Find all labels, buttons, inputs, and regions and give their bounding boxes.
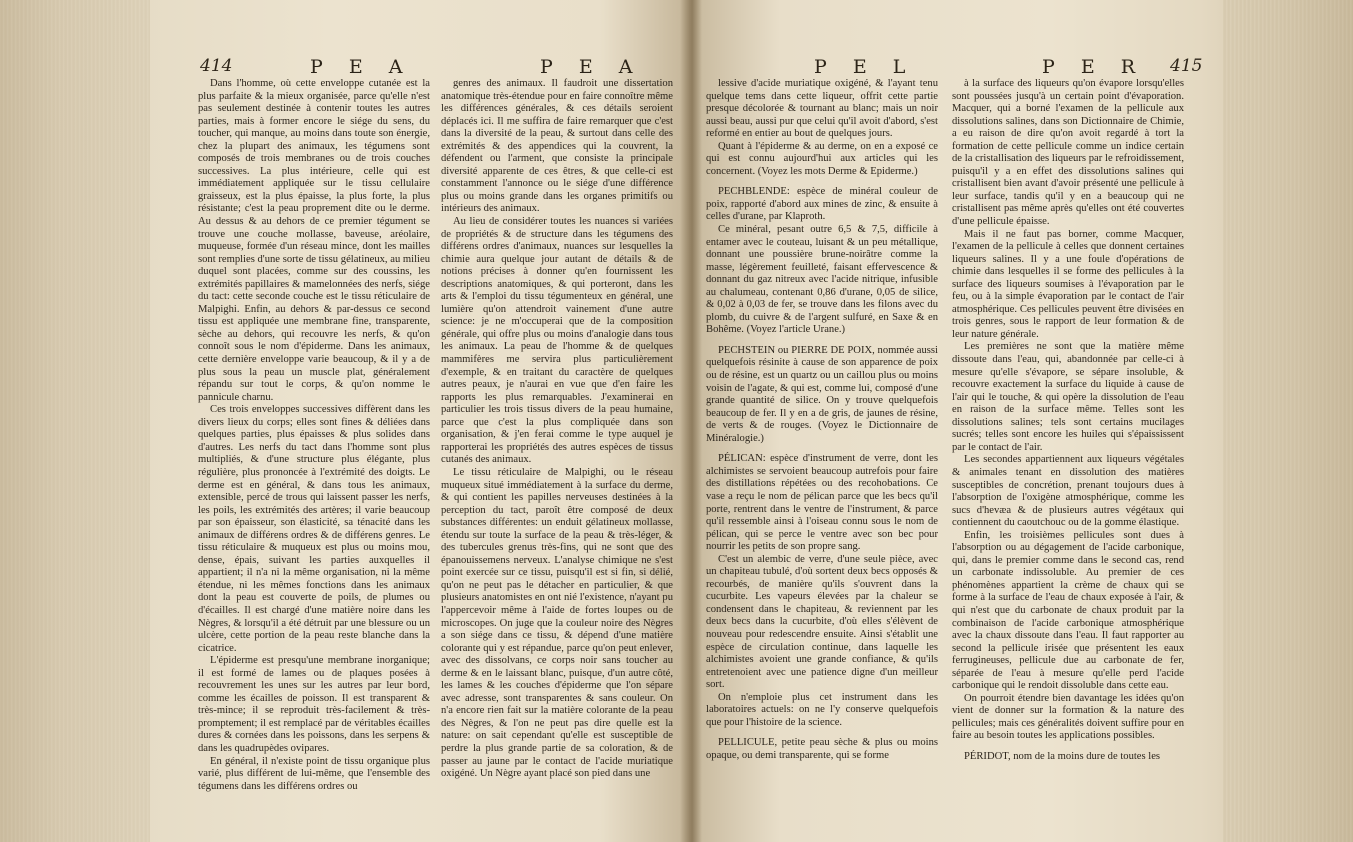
left-running-head-right: P E A: [540, 56, 643, 78]
paragraph: On n'emploie plus cet instrument dans les laboratoires actuels: on ne l'y conserve quelquefois que pour l'histoire de la science.: [706, 691, 938, 728]
paragraph: Dans l'homme, où cette enveloppe cutanée est la plus parfaite & la mieux organisée, parce qu'elle n'est pas seulement destinée à contenir toutes les autres parties, mais à former encore le siége du sens, du toucher, qui manque, au moins dans toute son énergie, chez la plupart des animaux, les tégumens sont composés de trois membranes ou de trois couches successives. La plus intérieure, celle qui est immédiatement appliquée sur le tissu cellulaire graisseux, est la plus épaisse, la plus forte, la plus résistante; c'est la peau proprement dite ou le derme. Au dessus & au dehors de ce premier tégument se trouve une couche mollasse, baveuse, aréolaire, muqueuse, formée d'un réseau mince, dont les mailles sont remplies d'une sorte de tissu gélatineux, au milieu duquel sont placées, comme sur des coussins, les extrémités papillaires & mamelonnées des nerfs, siége du tact: cette seconde couche est le tissu réticulaire de Malpighi. Enfin, au dehors & par-dessus ce second tissu est appliquée une membrane fine, transparente, sèche au dehors, qui recouvre les nerfs, & qu'on connoît sous le nom d'épiderme. Dans les animaux, cette dernière enveloppe varie beaucoup, & il y a de plus sous la peau un muscle plat, généralement répandu sur tout le corps, & qu'on nomme le pannicule charnu.: [198, 78, 430, 403]
paragraph: genres des animaux. Il faudroit une dissertation anatomique très-étendue pour en faire connoître même les différences générales, & ces détails seroient déplacés ici. Il me suffira de faire remarquer que c'est dans la diversité de la peau, & surtout dans celle des extrémités & des appendices qui la couvrent, la défendent ou l'arment, que consiste la principale diversité apparente de ces êtres, & que celle-ci est constamment l'annonce ou le siége d'une différence plus ou moins grande dans les organes primitifs ou intérieurs des animaux.: [441, 78, 673, 215]
left-page-number: 414: [200, 56, 233, 76]
paragraph: Au lieu de considérer toutes les nuances si variées de propriétés & de structure dans les tégumens des différens ordres d'animaux, nuances sur lesquelles la chimie aura quelque jour autant de détails & de notions précises à donner qu'en fournissent les descriptions anatomiques, & qui porteront, dans les arts & l'emploi du tissu tégumenteux en général, une lumière qu'on attendroit vainement d'une autre science: je ne m'occuperai que de la composition générale, qui offre plus ou moins d'analogie dans tous les animaux. La peau de l'homme & de quelques mammifères me servira plus particulièrement d'exemple, & en traitant du caractère de quelques autres peaux, je n'aurai en vue que d'en faire les rapports les plus remarquables. J'examinerai en particulier les trois tissus divers de la peau humaine, parce que c'est la plus compliquée dans son organisation, & j'en ferai comme le type auquel je rapporterai les propriétés des autres espèces de tissus cutanés des animaux.: [441, 216, 673, 466]
paragraph: Mais il ne faut pas borner, comme Macquer, l'examen de la pellicule à celles que donnent certaines liqueurs salines. Il y a une foule d'opérations de chimie dans lesquelles il se forme des pellicules à la surface des liqueurs soumises à l'évaporation par le feu, ou à la simple évaporation par le contact de l'air atmosphérique. Ces pellicules peuvent être divisées en trois genres, sous le rapport de leur formation & de leur nature générale.: [952, 228, 1184, 340]
paragraph: C'est un alembic de verre, d'une seule pièce, avec un chapiteau tubulé, d'où sortent deux becs opposés & recourbés, de manière qu'ils s'ouvrent dans la cucurbite. Les vapeurs élevées par la chaleur se condensent dans le chapiteau, & reviennent par les deux becs dans la cucurbite, d'où elles s'élèvent de nouveau pour redescendre ensuite. Ainsi s'établit une espèce de circulation continue, dans laquelle les alchimistes avoient une grande confiance, & qu'ils entretenoient avec une patience digne d'un meilleur sort.: [706, 553, 938, 691]
paragraph: Enfin, les troisièmes pellicules sont dues à l'absorption ou au dégagement de l'acide carbonique, qui, dans le premier comme dans le second cas, rend un carbonate indissoluble. Au premier de ces phénomènes appartient la crème de chaux qui se forme à la surface de l'eau de chaux exposée à l'air, & qui n'est que du carbonate de chaux produit par la combinaison de l'acide carbonique atmosphérique avec la chaux dissoute dans l'eau. Il faut rapporter au second la pellicule irisée que présentent les eaux ferrugineuses, pellicule due au carbonate de fer, séparée de l'eau à mesure qu'elle perd l'acide carbonique qui le rendoit dissoluble dans cette eau.: [952, 529, 1184, 692]
left-page-column-2: [441, 78, 673, 826]
paragraph: PÉLICAN: espèce d'instrument de verre, dont les alchimistes se servoient beaucoup autrefois pour faire des distillations répétées ou des recohobations. Ce vase a reçu le nom de pélican parce que les becs qu'il porte, rentrent dans le ventre de l'instrument, & parce qu'il ressemble ainsi à l'oiseau connu sous le nom de pélican, qui se perce le ventre avec son bec pour nourrir les petits de son propre sang.: [706, 453, 938, 553]
book-gutter: [680, 0, 702, 842]
right-page-number: 415: [1170, 56, 1203, 76]
paragraph: Ces trois enveloppes successives diffèrent dans les divers lieux du corps; elles sont fines & déliées dans quelques parties, plus épaisses & plus solides dans d'autres. Les nerfs du tact dans l'homme sont plus multipliés, & d'une structure plus élégante, plus régulière, plus prononcée à l'extrémité des doigts. Le derme est en général, & dans tous les animaux, extensible, percé de trous qui laissent passer les nerfs, les poils, les extrémités des artères; il varie beaucoup par son épaisseur, son élasticité, sa ténacité dans les animaux de différens ordres & de différens genres. Le tissu réticulaire & muqueux est plus ou moins mou, dense, épais, suivant les parties auxquelles il appartient; il n'a ni la même organisation, ni la même étendue, ni les mêmes fonctions dans les animaux dont la peau est couverte de poils, de plumes ou d'écailles. Il est chargé d'une matière noire dans les Nègres, & lorsqu'il a été détruit par une blessure ou un ulcère, cette portion de la peau reste blanche dans la cicatrice.: [198, 404, 430, 654]
paragraph: PECHSTEIN ou PIERRE DE POIX, nommée aussi quelquefois résinite à cause de son apparence de poix ou de résine, est un quartz ou un caillou plus ou moins voisin de l'agate, & qui est, comme lui, composé d'une grande quantité de silice. On y trouve quelquefois beaucoup de fer. Il y en a de gris, de jaunes de résine, de verts & de rouges. (Voyez le Dictionnaire de Minéralogie.): [706, 344, 938, 444]
paragraph: En général, il n'existe point de tissu organique plus varié, plus différent de lui-même, que l'ensemble des tégumens dans les différens ordres ou: [198, 755, 430, 792]
right-page-column-1: [706, 78, 938, 768]
right-page-column-2: [952, 78, 1184, 768]
paragraph: PECHBLENDE: espèce de minéral couleur de poix, rapporté d'abord aux mines de zinc, & ensuite à celles d'urane, par Klaproth.: [706, 186, 938, 223]
paragraph: à la surface des liqueurs qu'on évapore lorsqu'elles sont poussées jusqu'à un certain point d'évaporation. Macquer, qui a borné l'examen de la pellicule aux dissolutions salines, dans son Dictionnaire de Chimie, a eu raison de dire qu'on avoit regardé à tort la formation de cette pellicule comme un indice certain de la cristallisation des liqueurs par le refroidissement, puisqu'il y a en effet des dissolutions salines qui cristallisent bien avant d'avoir présenté une pellicule à leur surface, tandis qu'il y en a beaucoup qui ne cristallisent pas même après qu'elles ont été couvertes d'une pellicule épaisse.: [952, 78, 1184, 228]
paragraph: L'épiderme est presqu'une membrane inorganique; il est formé de lames ou de plaques posées à recouvrement les unes sur les autres par leur bord, comme les écailles de poisson. Il est transparent & très-mince; il se reproduit très-facilement & très-promptement; il est remplacé par de véritables écailles dures & cornées dans les poissons, dans les serpens & dans les quadrupèdes ovipares.: [198, 655, 430, 754]
left-running-head-left: P E A: [310, 56, 413, 78]
paragraph: PÉRIDOT, nom de la moins dure de toutes les: [964, 750, 1161, 762]
right-running-head-left: P E L: [814, 56, 916, 78]
paragraph: Les secondes appartiennent aux liqueurs végétales & animales tenant en dissolution des matières susceptibles de concrétion, prenant toujours dues à l'absorption de l'oxigène atmosphérique, comme les sucs d'hevæa & de plusieurs autres végétaux qui contiennent du caoutchouc ou de la gomme élastique.: [952, 454, 1184, 529]
paragraph: Quant à l'épiderme & au derme, on en a exposé ce qui est connu aujourd'hui aux articles qui les concernent. (Voyez les mots Derme & Epiderme.): [706, 140, 938, 177]
right-page-edges: [1223, 0, 1353, 842]
right-running-head-right: P E R: [1042, 56, 1146, 78]
paragraph: Ce minéral, pesant outre 6,5 & 7,5, difficile à entamer avec le couteau, luisant & un peu métallique, donnant une poussière brune-noirâtre comme la masse, légèrement feuilleté, faisant effervescence & donnant du gaz nitreux avec l'acide nitrique, infusible au chalumeau, contenant 0,86 d'urane, 0,05 de silice, & 0,02 à 0,03 de fer, se trouve dans les filons avec du plomb, du cuivre & de l'argent sulfuré, en Saxe & en Bohême. (Voyez l'article Urane.): [706, 224, 938, 336]
paragraph: PELLICULE, petite peau sèche & plus ou moins opaque, ou demi transparente, qui se forme: [706, 737, 938, 761]
paragraph: Les premières ne sont que la matière même dissoute dans l'eau, qui, abandonnée par celle-ci à mesure qu'elle s'évapore, se sépare insoluble, & recouvre exactement la surface du liquide à cause de l'air qui le touche, & qui opère la dissolution de l'eau en raison de la surface même. Telles sont les dissolutions salines; tels sont certains mucilages sucrés; telles sont encore les huiles qui s'épaississent par le contact de l'air.: [952, 341, 1184, 453]
paragraph: On pourroit étendre bien davantage les idées qu'on vient de donner sur la formation & la nature des pellicules; mais ces généralités doivent suffire pour en faire au besoin toutes les applications possibles.: [952, 692, 1184, 742]
paragraph: Le tissu réticulaire de Malpighi, ou le réseau muqueux situé immédiatement à la surface du derme, & qui contient les papilles nerveuses destinées à la perception du tact, paroît être composé de deux substances différentes: un enduit gélatineux mollasse, étendu sur toute la surface de la peau & très-léger, & des tubercules grenus très-fins, qui ne sont que des épanouissemens nerveux. L'analyse chimique ne s'est point exercée sur ce tissu, puisqu'il est si fin, si délié, qu'on ne peut pas le détacher en particulier, & que plusieurs anatomistes en ont nié l'existence, n'ayant pu l'appercevoir même à l'aide de fortes loupes ou de microscopes. On juge que la couleur noire des Nègres a son siége dans ce tissu, & dépend d'une matière colorante qui y est répandue, parce qu'on peut enlever, avec des dissolvans, ce corps noir sans toucher au derme & en le laissant blanc, puisque, d'un autre côté, les lames & les couches d'épiderme que l'on sépare avec adresse, sont transparentes & sans couleur. On n'a encore rien fait sur la matière colorante de la peau des Nègres, & l'on ne peut pas dire quelle est la nature: on sait cependant qu'elle est susceptible de perdre la plus grande partie de sa coloration, & de passer au jaune par le contact de l'acide muriatique oxigéné. Un Nègre ayant placé son pied dans une: [441, 466, 673, 780]
left-page-column-1: [198, 78, 430, 826]
paragraph: lessive d'acide muriatique oxigéné, & l'ayant tenu quelque tems dans cette liqueur, offrit cette partie presque décolorée & tournant au blanc; mais un noir aussi beau, aussi pur que celui qu'il avoit d'abord, s'est reformé en entier au bout de quelques jours.: [706, 78, 938, 140]
left-page-edges: [0, 0, 150, 842]
